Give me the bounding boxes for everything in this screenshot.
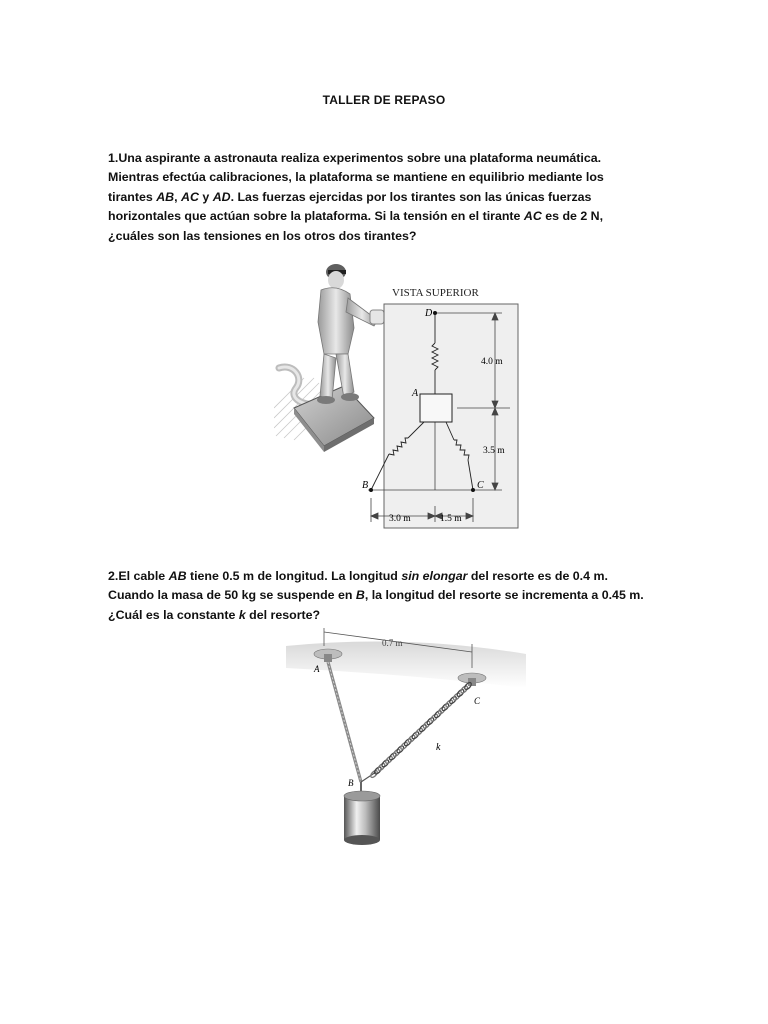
p2-b: B	[355, 588, 365, 603]
document-title: TALLER DE REPASO	[322, 93, 446, 107]
problem-1-text	[108, 149, 648, 246]
label-b: B	[362, 480, 369, 491]
p2-ab: AB	[168, 569, 187, 583]
p1-and: y	[198, 189, 213, 204]
label-c: C	[477, 480, 484, 491]
label-k: k	[436, 742, 441, 753]
p1-text-3: es de 2 N, ¿cuáles son las tensiones en los otros dos tirantes?	[108, 209, 604, 243]
figure-platform	[274, 258, 520, 530]
top-view-heading: VISTA SUPERIOR	[392, 287, 479, 299]
p1-ad: AD	[212, 189, 231, 204]
platform-square	[420, 394, 452, 422]
ceiling	[286, 642, 526, 689]
p2-text-2: tiene 0.5 m de longitud. La longitud	[186, 569, 402, 583]
figure-spring	[286, 624, 532, 852]
point-b-marker	[369, 488, 373, 492]
label-c-2: C	[474, 696, 481, 706]
mass-cylinder	[344, 791, 380, 845]
problem-2-text	[108, 567, 648, 625]
p1-text-1: 1.Una aspirante a astronauta realiza experimentos sobre una plataforma neumática. Mientras efectúa calibraciones, la plataforma se mantiene en equilibrio mediante los tirantes	[108, 151, 604, 204]
spring-diagram	[286, 624, 532, 852]
air-platform	[294, 386, 374, 446]
p1-ac-2: AC	[523, 209, 542, 224]
p2-text-1: 2.El cable	[108, 569, 169, 583]
point-c-marker	[471, 488, 475, 492]
label-a: A	[412, 388, 419, 399]
dim-3m: 3.0 m	[389, 514, 411, 524]
label-b-2: B	[348, 778, 354, 788]
p2-k: k	[238, 607, 246, 622]
p2-text-5: del resorte?	[245, 607, 321, 622]
spring-coils	[370, 681, 473, 778]
p2-sin-elongar: sin elongar	[401, 569, 468, 583]
p1-text-2: . Las fuerzas ejercidas por los tirantes son las únicas fuerzas horizontales que actúan sobre la plataforma. Si la tensión en el tirante	[108, 189, 592, 224]
label-a-2: A	[314, 664, 320, 674]
point-d-marker	[433, 311, 437, 315]
label-d: D	[425, 308, 433, 319]
p2-text-3: del resorte es de 0.4 m. Cuando la masa de 50 kg se suspende en	[108, 569, 608, 603]
astronaut-figure	[317, 264, 384, 404]
p1-ab: AB	[156, 189, 175, 204]
dim-1-5m: 1.5 m	[440, 514, 462, 524]
p2-text-4: , la longitud del resorte se incrementa a 0.45 m. ¿Cuál es la constante	[108, 588, 644, 622]
dim-4m: 4.0 m	[481, 357, 503, 367]
dim-0-7m: 0.7 m	[382, 638, 403, 648]
dim-3-5m: 3.5 m	[483, 446, 505, 456]
platform-diagram	[274, 258, 520, 530]
p1-ac: AC	[181, 189, 199, 204]
p1-comma: ,	[174, 189, 181, 204]
